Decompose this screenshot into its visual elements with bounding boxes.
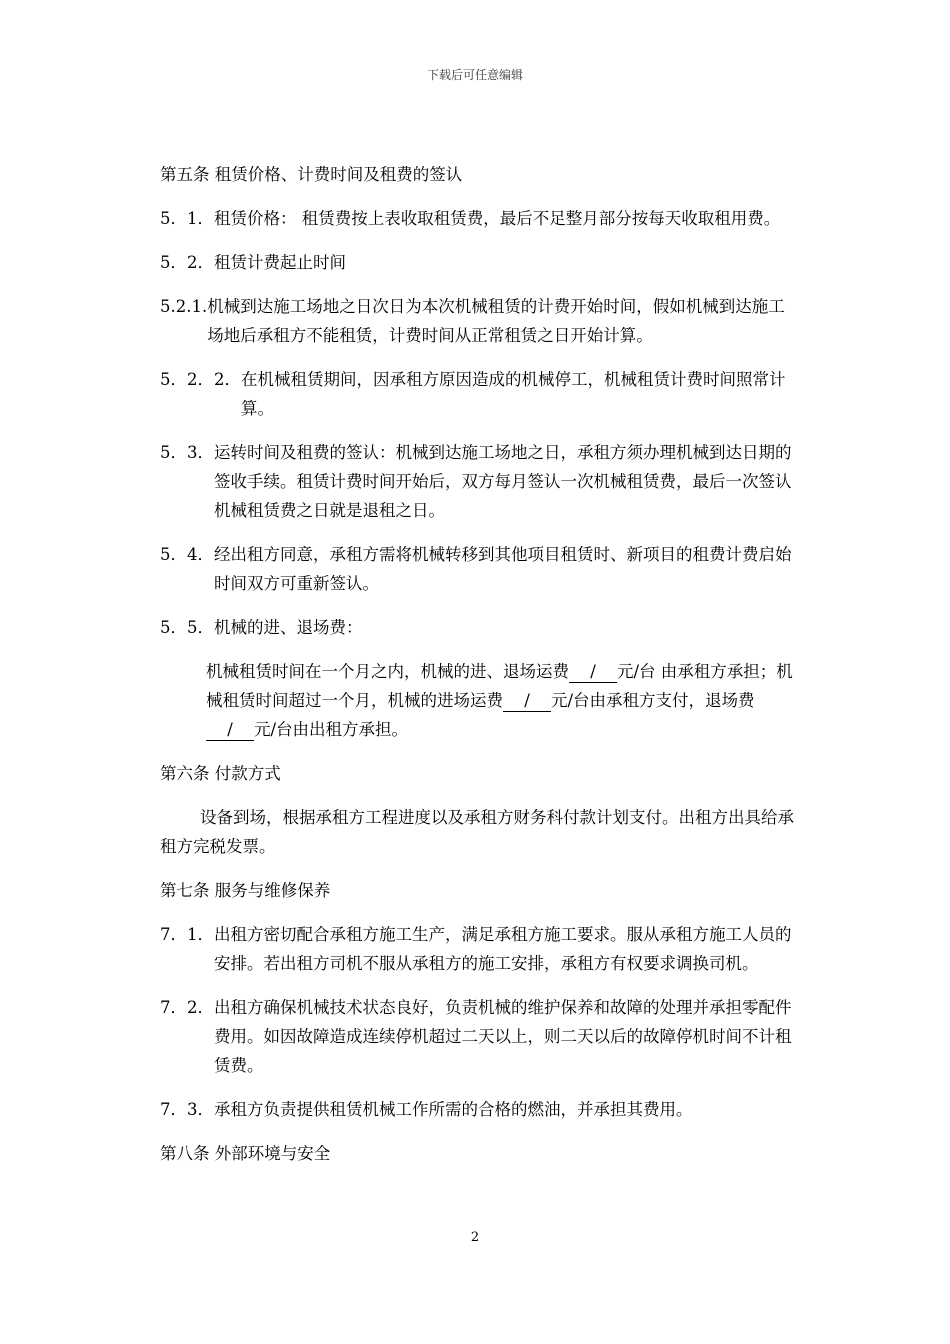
clause-number: 5．2．: [160, 253, 214, 272]
clause-7-1: [160, 920, 796, 978]
clause-5-2-2: [160, 365, 796, 423]
clause-5-5-body: [160, 657, 796, 744]
clause-text: 出租方确保机械技术状态良好，负责机械的维护保养和故障的处理并承担零配件费用。如因故障造成连续停机超过二天以上，则二天以后的故障停机时间不计租赁费。: [214, 998, 792, 1075]
clause-number: 7．3．: [160, 1100, 214, 1119]
page-number: 2: [470, 1230, 480, 1245]
fill-in-blank: /: [569, 662, 617, 683]
clause-5-2: [160, 248, 796, 277]
document-body: [160, 160, 796, 1183]
clause-number: 5.2.1.: [160, 297, 208, 316]
clause-text: 租赁价格： 租赁费按上表收取租赁费，最后不足整月部分按每天收取租用费。: [214, 209, 781, 228]
clause-number: 7．2．: [160, 998, 214, 1017]
page-header: 下载后可任意编辑: [426, 68, 523, 82]
clause-number: 5．4．: [160, 545, 214, 564]
fill-in-blank: /: [206, 720, 254, 741]
article-5-title: 第五条 租赁价格、计费时间及租费的签认: [160, 165, 463, 184]
clause-7-3: [160, 1095, 796, 1124]
body-text: 元/台由承租方支付，退场费: [551, 691, 755, 710]
clause-5-4: [160, 540, 796, 598]
clause-5-1: [160, 204, 796, 233]
fill-in-blank: /: [503, 691, 551, 712]
article-7-title: 第七条 服务与维修保养: [160, 881, 331, 900]
clause-text: 出租方密切配合承租方施工生产，满足承租方施工要求。服从承租方施工人员的安排。若出租方司机不服从承租方的施工安排，承租方有权要求调换司机。: [214, 925, 792, 973]
article-6-title: 第六条 付款方式: [160, 764, 281, 783]
clause-text: 机械的进、退场费：: [214, 618, 363, 637]
clause-number: 5．5．: [160, 618, 214, 637]
clause-number: 7．1．: [160, 925, 214, 944]
clause-text: 承租方负责提供租赁机械工作所需的合格的燃油，并承担其费用。: [214, 1100, 693, 1119]
clause-text: 机械到达施工场地之日次日为本次机械租赁的计费开始时间，假如机械到达施工场地后承租方不能租赁，计费时间从正常租赁之日开始计算。: [207, 297, 785, 345]
clause-number: 5．2．2．: [160, 370, 241, 389]
clause-5-3: [160, 438, 796, 525]
clause-number: 5．3．: [160, 443, 214, 462]
body-text: 机械租赁时间在一个月之内，机械的进、退场运费: [206, 662, 569, 681]
body-text: 元/台由出租方承担。: [254, 720, 409, 739]
clause-text: 在机械租赁期间，因承租方原因造成的机械停工，机械租赁计费时间照常计算。: [241, 370, 786, 418]
clause-text: 经出租方同意，承租方需将机械转移到其他项目租赁时、新项目的租费计费启始时间双方可重新签认。: [214, 545, 792, 593]
clause-text: 运转时间及租费的签认：机械到达施工场地之日，承租方须办理机械到达日期的签收手续。租赁计费时间开始后，双方每月签认一次机械租赁费，最后一次签认机械租赁费之日就是退租之日。: [214, 443, 792, 520]
clause-number: 5．1．: [160, 209, 214, 228]
clause-5-2-1: [160, 292, 796, 350]
article-6-body: 设备到场，根据承租方工程进度以及承租方财务科付款计划支付。出租方出具给承租方完税发票。: [160, 808, 794, 856]
body-text: 元/台 由承租方承担；机械租赁时间超过一个月，机械的进场运费: [206, 662, 793, 710]
clause-7-2: [160, 993, 796, 1080]
article-8-title: 第八条 外部环境与安全: [160, 1144, 331, 1163]
clause-5-5: [160, 613, 796, 642]
clause-text: 租赁计费起止时间: [214, 253, 346, 272]
